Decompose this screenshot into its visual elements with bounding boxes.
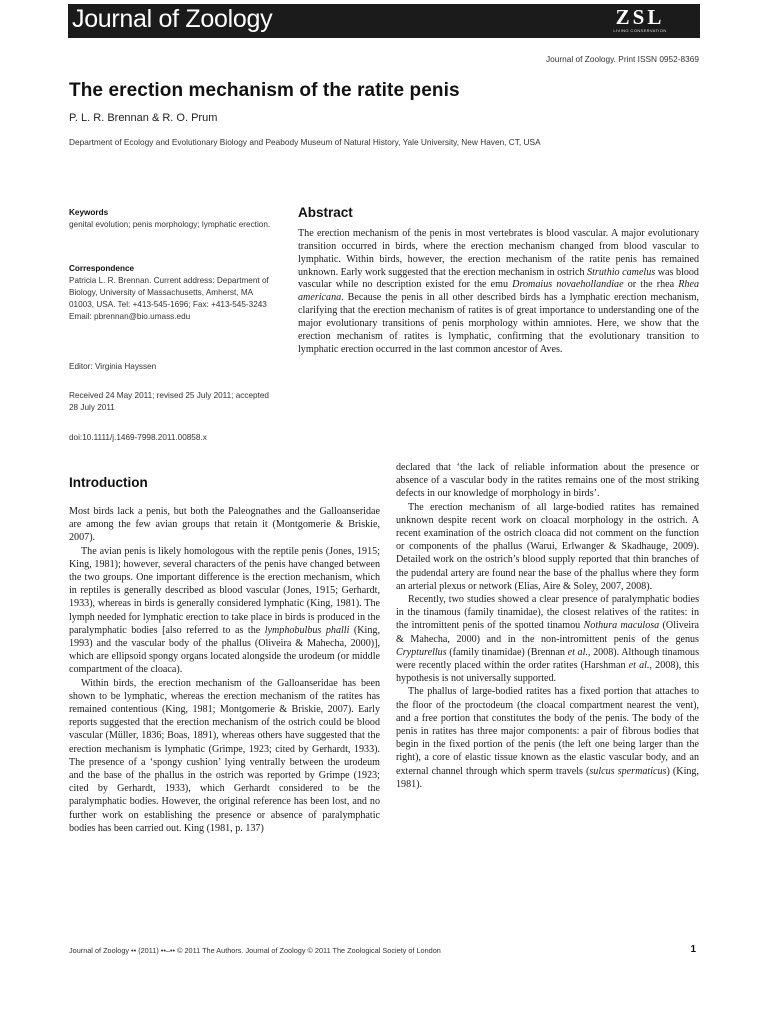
keywords-text: genital evolution; penis morphology; lymphatic erection. <box>69 220 271 230</box>
zsl-logo-subtext: LIVING CONSERVATION <box>613 28 667 33</box>
intro-paragraph-3: Within birds, the erection mechanism of the Galloanseridae has been shown to be lymphatic, whereas the erection mechanism of the ratites has remained contentious (King, 1981; Montgomerie & Briskie, 2007). Early reports suggested that the erection mechanism of the ostrich could be blood vascular (Müller, 1836; Boas, 1891), whereas others have suggested that the erection mechanism is lymphatic (Grimpe, 1923; cited by Gerhardt, 1933). The presence of a ‘spongy cushion’ lying ventrally between the urodeum and the base of the phallus in the ostrich was reported by Grimpe (1923; cited by Gerhardt, 1933), which Gerhardt considered to be the paralymphatic bodies. However, the original reference has been lost, and no further work on establishing the presence or absence of paralymphatic bodies has been carried out. King (1981, p. 137) <box>69 677 380 834</box>
author-affiliation: Department of Ecology and Evolutionary Biology and Peabody Museum of Natural History, Yale University, New Haven, CT, USA <box>69 137 541 147</box>
zsl-logo <box>600 6 680 36</box>
article-title: The erection mechanism of the ratite penis <box>69 80 460 101</box>
intro-paragraph-4: declared that ‘the lack of reliable information about the presence or absence of a vascular body in the ratites remains one of the most striking defects in our knowledge of morphology in birds’. <box>396 462 699 500</box>
intro-paragraph-5: The erection mechanism of all large-bodied ratites has remained unknown despite recent work on cloacal morphology in the ostrich. A recent examination of the ostrich cloaca did not comment on the function or components of the phallus (Warui, Erlwanger & Skadhauge, 2009). Detailed work on the ostrich’s blood supply reported that thin branches of the pudendal artery are found near the base of the phallus where they form an arterial plexus or network (Elias, Aire & Soley, 2007, 2008). <box>396 501 699 592</box>
issn-line: Journal of Zoology. Print ISSN 0952-8369 <box>546 54 699 64</box>
abstract-body: The erection mechanism of the penis in most vertebrates is blood vascular. A major evolutionary transition occurred in birds, where the erection mechanism changed from blood vascular to lymphatic. Within birds, however, the erection mechanism of the ratite penis has remained unknown. Early work suggested that the erection mechanism in ostrich Struthio camelus was blood vascular while no description existed for the emu Dromaius novaehollandiae or the rhea Rhea americana. Because the penis in all other described birds has a lymphatic erection mechanism, clarifying that the erection mechanism of ratites is of great importance to understanding one of the major evolutionary transitions of penis morphology within amniotes. Here, we show that the erection mechanism of ratites is lymphatic, confirming that the evolutionary transition to lymphatic erection occurred in the last common ancestor of Aves. <box>298 228 699 355</box>
keywords-label: Keywords <box>69 208 109 217</box>
intro-paragraph-2: The avian penis is likely homologous with the reptile penis (Jones, 1915; King, 1981); however, several characters of the penis have changed between the two groups. One important difference is the erection mechanism, which in reptiles is generally described as blood vascular (Jones, 1915; Gerhardt, 1933), whereas in birds is generally considered lymphatic (King, 1981). The lymph needed for lymphatic erection to take place in birds is produced in the paralymphatic bodies [also referred to as the lymphobulbus phalli (King, 1993) and the vascular body of the phallus (Oliveira & Mahecha, 2000)], which are ellipsoid spongy organs located alongside the urodeum (or middle compartment of the cloaca). <box>69 545 380 676</box>
correspondence-text: Patricia L. R. Brennan. Current address: Department of Biology, University of Massachusetts, Amherst, MA 01003, USA. Tel: +413-545-1696; Fax: +413-545-3243 Email: pbrennan@bio.umass.edu <box>69 276 269 322</box>
introduction-heading: Introduction <box>69 475 148 490</box>
intro-paragraph-7: The phallus of large-bodied ratites has a fixed portion that attaches to the floor of the proctodeum (the cloacal compartment nearest the vent), and a free portion that constitutes the body of the penis. The body of the penis in ratites has three major components: a pair of fibrous bodies that begin in the fixed portion of the penis (the left one being larger than the right), a core of elastic tissue known as the elastic vascular body, and an external channel through which sperm travels (sulcus spermaticus) (King, 1981). <box>396 686 699 790</box>
intro-paragraph-6: Recently, two studies showed a clear presence of paralymphatic bodies in the tinamous (family tinamidae), the closest relatives of the ratites: in the intromittent penis of the spotted tinamou Nothura maculosa (Oliveira & Mahecha, 2000) and in the non-intromittent penis of the genus Crypturellus (family tinamidae) (Brennan et al., 2008). Although tinamous were recently placed within the order ratites (Harshman et al., 2008), this hypothesis is not universally supported. <box>396 594 699 685</box>
body-column-left <box>69 505 380 835</box>
received-dates: Received 24 May 2011; revised 25 July 2011; accepted 28 July 2011 <box>69 391 269 413</box>
editor-line: Editor: Virginia Hayssen <box>69 362 157 371</box>
footer-citation: Journal of Zoology •• (2011) ••–•• © 2011 The Authors. Journal of Zoology © 2011 The Zoological Society of London <box>69 946 441 955</box>
zsl-logo-letters: ZSL <box>615 5 665 29</box>
page-number: 1 <box>690 944 696 955</box>
intro-paragraph-1: Most birds lack a penis, but both the Paleognathes and the Galloanseridae are among the few avian groups that retain it (Montgomerie & Briskie, 2007). <box>69 506 380 544</box>
article-authors: P. L. R. Brennan & R. O. Prum <box>69 112 218 124</box>
body-column-right <box>396 461 699 791</box>
correspondence-label: Correspondence <box>69 264 135 273</box>
doi-line: doi:10.1111/j.1469-7998.2011.00858.x <box>69 433 207 442</box>
journal-name: Journal of Zoology <box>72 5 273 33</box>
abstract-heading: Abstract <box>298 205 353 220</box>
